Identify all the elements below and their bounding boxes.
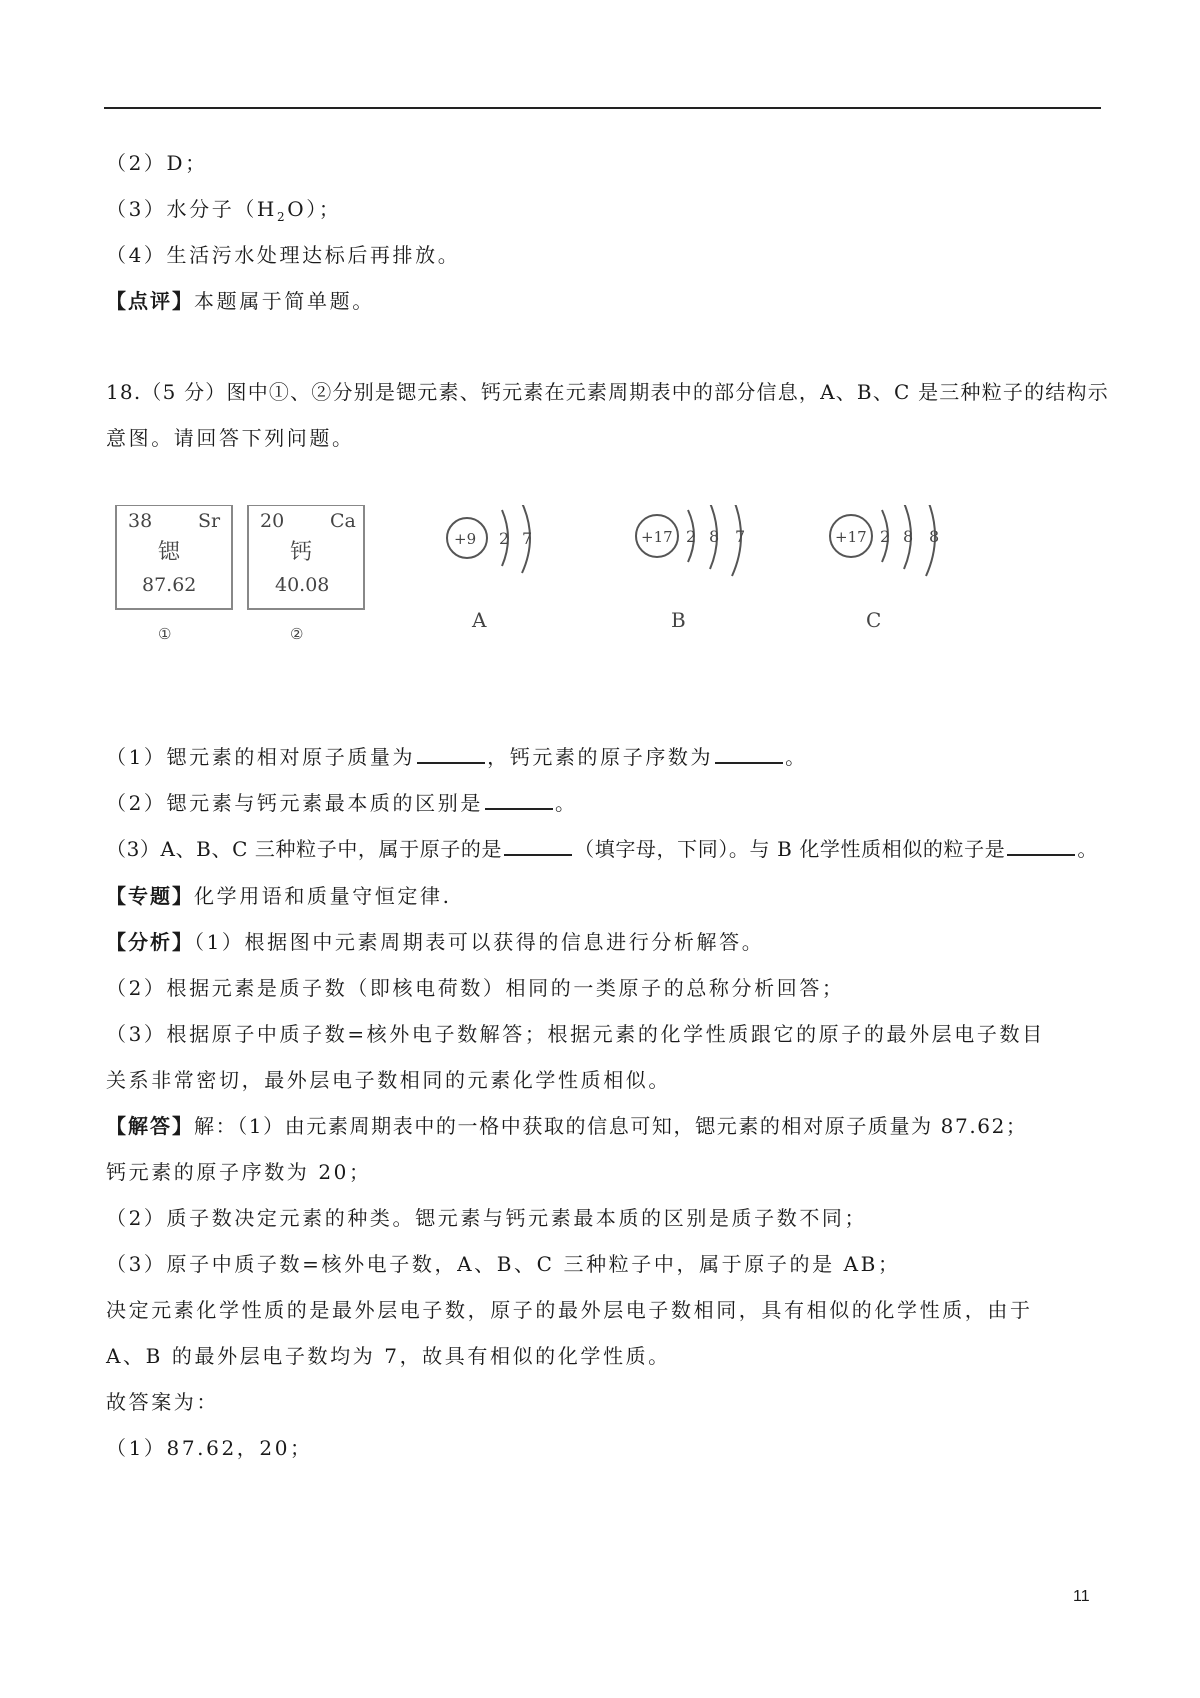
atom-b-charge: +17 bbox=[641, 528, 673, 546]
atom-a-label: A bbox=[472, 608, 487, 632]
answer-blank bbox=[417, 744, 485, 764]
analysis-line-1 bbox=[106, 929, 764, 955]
atom-b-shell-1-count: 2 bbox=[686, 527, 697, 546]
question-figure bbox=[110, 505, 1090, 695]
atom-b-diagram bbox=[636, 505, 745, 632]
answer-blank bbox=[715, 744, 783, 764]
answer-heading: 故答案为： bbox=[106, 1390, 219, 1414]
atom-a-diagram bbox=[447, 505, 532, 632]
atom-a-shell-2-count: 7 bbox=[522, 529, 533, 548]
question-18-line-2: 意图。请回答下列问题。 bbox=[106, 426, 355, 450]
sub-question-1-text-a: （1）锶元素的相对原子质量为 bbox=[106, 745, 416, 769]
sub-question-3-text-c: 。 bbox=[1077, 837, 1098, 861]
sr-name: 锶 bbox=[158, 540, 181, 565]
atom-c-diagram bbox=[830, 505, 939, 632]
solution-line-3: （2）质子数决定元素的种类。锶元素与钙元素最本质的区别是质子数不同； bbox=[106, 1206, 868, 1230]
question-18-line-1: 18.（5 分）图中①、②分别是锶元素、钙元素在元素周期表中的部分信息，A、B、C 是三种粒子的结构示 bbox=[106, 380, 1109, 404]
atom-c-label: C bbox=[866, 608, 882, 632]
atom-b-label: B bbox=[671, 608, 686, 632]
atom-c-shell-2-count: 8 bbox=[903, 527, 914, 546]
answer-line-3 bbox=[106, 196, 341, 230]
analysis-line-4: 关系非常密切，最外层电子数相同的元素化学性质相似。 bbox=[106, 1068, 671, 1092]
comment-text: 本题属于简单题。 bbox=[194, 289, 375, 313]
strontium-card bbox=[116, 505, 232, 643]
sub-question-1 bbox=[106, 744, 808, 770]
sub-question-2 bbox=[106, 790, 578, 816]
comment-line bbox=[106, 288, 375, 314]
subscript: 2 bbox=[276, 210, 288, 224]
topic-text: 化学用语和质量守恒定律. bbox=[194, 884, 452, 908]
answer-blank bbox=[1007, 836, 1075, 856]
analysis-text-1: （1）根据图中元素周期表可以获得的信息进行分析解答。 bbox=[194, 930, 765, 954]
answer-line-3-tail: O）； bbox=[287, 197, 342, 221]
atom-b-shell-3-count: 7 bbox=[735, 527, 746, 546]
solution-line-1 bbox=[106, 1113, 1028, 1139]
header-rule bbox=[104, 107, 1101, 109]
page-number: 11 bbox=[1073, 1588, 1090, 1605]
solution-line-6: A、B 的最外层电子数均为 7，故具有相似的化学性质。 bbox=[106, 1344, 671, 1368]
sr-symbol: Sr bbox=[198, 510, 221, 532]
answer-line-2: （2）D； bbox=[106, 151, 208, 175]
answer-blank bbox=[504, 836, 572, 856]
solution-tag: 【解答】 bbox=[106, 1114, 194, 1138]
atom-c-shell-3-count: 8 bbox=[929, 527, 940, 546]
solution-line-4: （3）原子中质子数=核外电子数，A、B、C 三种粒子中，属于原子的是 AB； bbox=[106, 1252, 901, 1276]
ca-mark: ② bbox=[290, 625, 304, 643]
comment-tag: 【点评】 bbox=[106, 289, 194, 313]
atom-c-shell-1-count: 2 bbox=[880, 527, 891, 546]
sub-question-3 bbox=[106, 836, 1098, 862]
sr-mass: 87.62 bbox=[142, 574, 197, 596]
sr-mark: ① bbox=[158, 625, 172, 643]
calcium-card bbox=[248, 505, 364, 643]
solution-line-2: 钙元素的原子序数为 20； bbox=[106, 1160, 372, 1184]
answer-line-3-text: （3）水分子（H bbox=[106, 197, 277, 221]
ca-name: 钙 bbox=[290, 540, 313, 565]
ca-number: 20 bbox=[260, 510, 285, 532]
sr-number: 38 bbox=[128, 510, 153, 532]
analysis-tag: 【分析】 bbox=[106, 930, 194, 954]
answer-line-4: （4）生活污水处理达标后再排放。 bbox=[106, 243, 461, 267]
analysis-line-3: （3）根据原子中质子数=核外电子数解答；根据元素的化学性质跟它的原子的最外层电子数目 bbox=[106, 1022, 1045, 1046]
figure-svg bbox=[110, 505, 1090, 695]
solution-line-5: 决定元素化学性质的是最外层电子数，原子的最外层电子数相同，具有相似的化学性质，由于 bbox=[106, 1298, 1033, 1322]
ca-mass: 40.08 bbox=[275, 574, 330, 596]
final-answer-1: （1）87.62，20； bbox=[106, 1436, 313, 1460]
sub-question-3-text-a: （3）A、B、C 三种粒子中，属于原子的是 bbox=[106, 837, 503, 861]
sub-question-1-text-c: 。 bbox=[785, 745, 808, 769]
topic-line bbox=[106, 883, 452, 909]
sub-question-3-text-b: （填字母，下同）。与 B 化学性质相似的粒子是 bbox=[574, 837, 1006, 861]
atom-b-shell-2-count: 8 bbox=[709, 527, 720, 546]
topic-tag: 【专题】 bbox=[106, 884, 194, 908]
answer-blank bbox=[485, 790, 553, 810]
ca-symbol: Ca bbox=[330, 510, 356, 532]
atom-c-charge: +17 bbox=[835, 528, 867, 546]
analysis-line-2: （2）根据元素是质子数（即核电荷数）相同的一类原子的总称分析回答； bbox=[106, 976, 845, 1000]
sub-question-2-text-a: （2）锶元素与钙元素最本质的区别是 bbox=[106, 791, 483, 815]
atom-a-shell-1-count: 2 bbox=[499, 529, 510, 548]
solution-text-1: 解：（1）由元素周期表中的一格中获取的信息可知，锶元素的相对原子质量为 87.62； bbox=[194, 1114, 1028, 1138]
sub-question-2-text-b: 。 bbox=[554, 791, 578, 815]
atom-a-charge: +9 bbox=[454, 530, 477, 548]
sub-question-1-text-b: ，钙元素的原子序数为 bbox=[487, 745, 714, 769]
